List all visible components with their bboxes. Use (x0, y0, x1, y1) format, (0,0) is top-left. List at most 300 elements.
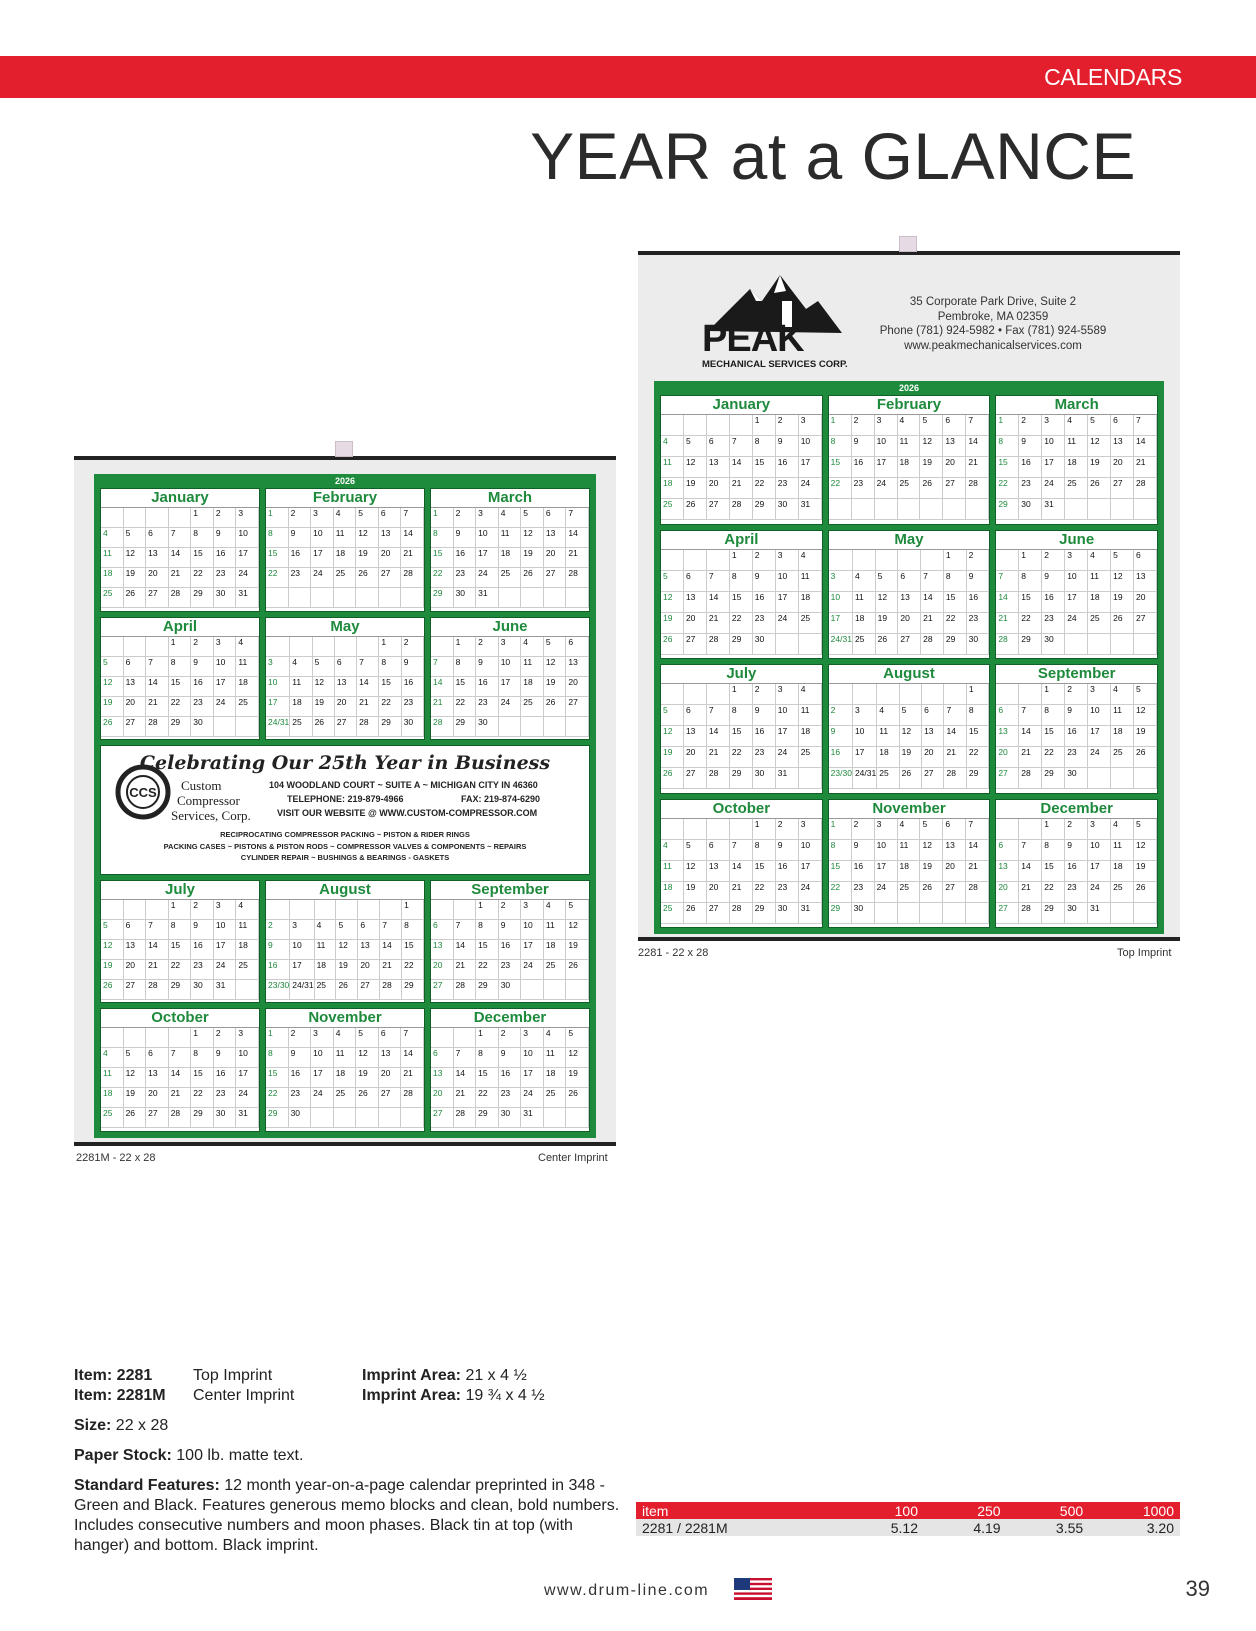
day-cell: 7 (944, 705, 966, 726)
day-cell: 4 (1088, 550, 1111, 571)
day-cell: 8 (402, 920, 424, 940)
day-cell (101, 508, 124, 528)
day-cell: 14 (380, 940, 402, 960)
peak-address (858, 295, 1128, 353)
center-imprint-calendar (74, 456, 616, 1146)
day-cell: 7 (730, 840, 753, 861)
day-cell (1065, 634, 1088, 655)
day-cell: 1 (944, 550, 967, 571)
day-cell: 14 (357, 677, 379, 697)
day-cell: 10 (311, 528, 334, 548)
day-cell: 10 (799, 840, 822, 861)
day-cell: 7 (431, 657, 454, 677)
day-cell: 7 (454, 920, 477, 940)
day-cell: 21 (707, 747, 730, 768)
calendar-grid-frame (94, 474, 596, 1138)
day-cell: 7 (966, 819, 989, 840)
day-cell: 24 (1088, 747, 1111, 768)
day-cell: 18 (661, 882, 684, 903)
day-cell: 11 (877, 726, 899, 747)
day-cell: 21 (357, 697, 379, 717)
day-cell (266, 637, 290, 657)
day-cell: 4 (315, 920, 337, 940)
day-cell: 25 (101, 588, 124, 608)
day-cell: 3 (1088, 819, 1111, 840)
day-cell: 21 (1019, 747, 1042, 768)
day-cell: 3 (214, 900, 237, 920)
day-cell: 14 (566, 528, 589, 548)
day-cell: 7 (146, 920, 169, 940)
day-cell: 20 (943, 457, 966, 478)
day-cell: 16 (1042, 592, 1065, 613)
hanger-hole (335, 441, 353, 457)
day-cell: 19 (124, 568, 147, 588)
day-cell: 2 (829, 705, 853, 726)
day-cell (124, 900, 147, 920)
day-grid (996, 549, 1157, 655)
day-cell (357, 637, 379, 657)
day-cell: 5 (521, 508, 544, 528)
day-cell: 21 (921, 613, 944, 634)
day-cell: 7 (1019, 705, 1042, 726)
day-cell: 16 (499, 1068, 522, 1088)
day-cell: 29 (996, 499, 1019, 520)
day-cell: 2 (499, 1028, 522, 1048)
day-cell: 1 (1042, 819, 1065, 840)
day-cell: 25 (315, 980, 337, 1000)
day-cell: 8 (944, 571, 967, 592)
ccs-services-1: RECIPROCATING COMPRESSOR PACKING ~ PISTON & RIDER RINGS (220, 830, 470, 840)
day-cell: 28 (996, 634, 1019, 655)
day-cell: 26 (920, 478, 943, 499)
day-cell: 8 (996, 436, 1019, 457)
day-cell: 29 (753, 903, 776, 924)
day-cell: 31 (1088, 903, 1111, 924)
day-cell: 19 (1134, 726, 1157, 747)
day-cell: 31 (214, 980, 237, 1000)
day-cell: 22 (402, 960, 424, 980)
day-cell (214, 717, 237, 737)
day-cell: 5 (661, 571, 684, 592)
col-qty-500: 500 (1007, 1502, 1090, 1519)
day-cell: 10 (236, 1048, 259, 1068)
day-grid (266, 1027, 424, 1128)
day-cell: 26 (101, 717, 124, 737)
day-cell: 20 (146, 568, 169, 588)
cell-price-500: 3.55 (1007, 1519, 1090, 1536)
day-cell: 21 (1134, 457, 1157, 478)
day-cell: 26 (336, 980, 358, 1000)
day-cell (922, 684, 944, 705)
size-label: Size: (74, 1417, 112, 1434)
day-cell: 6 (379, 1028, 402, 1048)
day-cell (875, 499, 898, 520)
day-cell: 26 (1134, 882, 1157, 903)
day-cell: 17 (1042, 457, 1065, 478)
day-cell: 13 (1134, 571, 1157, 592)
day-cell: 21 (566, 548, 589, 568)
day-cell: 16 (1065, 726, 1088, 747)
day-cell: 2 (852, 819, 875, 840)
day-cell (898, 550, 921, 571)
day-grid (101, 899, 259, 1000)
day-cell: 21 (730, 478, 753, 499)
day-cell: 13 (431, 940, 454, 960)
day-cell (661, 550, 684, 571)
day-cell: 9 (402, 657, 424, 677)
day-cell: 9 (266, 940, 290, 960)
peak-wordmark: PEAK (702, 318, 804, 360)
day-cell: 1 (191, 1028, 214, 1048)
day-cell: 25 (1065, 478, 1088, 499)
day-cell: 20 (335, 697, 357, 717)
day-cell: 24/31 (829, 634, 853, 655)
day-cell: 12 (1134, 705, 1157, 726)
month-block (995, 799, 1158, 929)
day-cell: 9 (776, 840, 799, 861)
day-cell: 11 (853, 592, 876, 613)
day-cell: 19 (313, 697, 335, 717)
day-cell: 28 (966, 478, 989, 499)
day-cell: 20 (124, 960, 147, 980)
day-cell: 7 (966, 415, 989, 436)
month-name: March (487, 489, 533, 506)
day-cell: 22 (730, 613, 753, 634)
day-cell: 2 (214, 1028, 237, 1048)
imprint-area-label: Imprint Area: (362, 1367, 461, 1384)
day-cell: 2 (266, 920, 290, 940)
day-cell: 1 (996, 415, 1019, 436)
day-cell: 16 (454, 548, 477, 568)
day-cell: 16 (967, 592, 990, 613)
day-cell: 18 (521, 677, 544, 697)
day-cell: 1 (402, 900, 424, 920)
day-cell: 18 (1088, 592, 1111, 613)
day-cell: 24 (214, 697, 237, 717)
day-grid (431, 507, 589, 608)
month-name: January (712, 396, 771, 413)
day-cell: 19 (1111, 592, 1134, 613)
day-cell: 14 (996, 592, 1019, 613)
day-cell: 10 (476, 528, 499, 548)
day-cell: 16 (852, 457, 875, 478)
day-cell: 6 (335, 657, 357, 677)
month-grid (660, 395, 1158, 928)
day-cell (544, 717, 567, 737)
day-cell (1134, 768, 1157, 789)
day-cell: 3 (1042, 415, 1065, 436)
paper-stock-line (74, 1446, 303, 1466)
day-cell (521, 588, 544, 608)
day-grid (266, 507, 424, 608)
day-cell: 4 (898, 819, 921, 840)
day-cell: 14 (454, 940, 477, 960)
day-cell: 17 (214, 677, 237, 697)
month-block (660, 664, 823, 794)
day-cell: 5 (544, 637, 567, 657)
day-cell: 6 (124, 657, 147, 677)
day-cell: 8 (266, 1048, 289, 1068)
day-cell: 21 (146, 697, 169, 717)
day-cell: 5 (684, 436, 707, 457)
day-cell: 3 (214, 637, 237, 657)
day-cell: 6 (707, 436, 730, 457)
day-cell: 18 (101, 1088, 124, 1108)
footer-website-link[interactable]: www.drum-line.com (544, 1582, 710, 1599)
item-2281-value: Top Imprint (193, 1367, 273, 1384)
day-cell: 22 (1042, 882, 1065, 903)
day-cell: 30 (776, 499, 799, 520)
day-cell: 3 (236, 1028, 259, 1048)
peak-subtitle: MECHANICAL SERVICES CORP. (702, 359, 848, 370)
day-cell: 2 (1042, 550, 1065, 571)
month-name: January (151, 489, 209, 506)
day-cell: 18 (236, 940, 259, 960)
day-cell: 25 (1088, 613, 1111, 634)
day-cell: 11 (1065, 436, 1088, 457)
day-cell: 19 (920, 861, 943, 882)
day-cell: 26 (124, 1108, 147, 1128)
day-cell (1111, 634, 1134, 655)
day-cell: 3 (1065, 550, 1088, 571)
day-cell: 31 (799, 903, 822, 924)
day-grid (101, 507, 259, 608)
day-grid (829, 549, 990, 655)
day-cell (1088, 634, 1111, 655)
day-cell: 30 (753, 634, 776, 655)
day-cell: 19 (684, 478, 707, 499)
day-cell: 17 (799, 457, 822, 478)
day-cell: 6 (431, 1048, 454, 1068)
day-cell: 12 (684, 861, 707, 882)
day-cell: 11 (521, 657, 544, 677)
day-cell: 6 (898, 571, 921, 592)
day-cell: 21 (707, 613, 730, 634)
day-cell: 14 (401, 1048, 424, 1068)
day-cell: 18 (334, 548, 357, 568)
day-cell: 21 (380, 960, 402, 980)
day-cell: 25 (544, 960, 567, 980)
caption-model: 2281M - 22 x 28 (76, 1152, 156, 1164)
day-cell: 19 (661, 747, 684, 768)
day-cell (356, 1108, 379, 1128)
day-cell (146, 900, 169, 920)
day-cell: 11 (1111, 705, 1134, 726)
month-name: May (894, 530, 924, 548)
day-cell: 1 (730, 684, 753, 705)
day-cell: 27 (898, 634, 921, 655)
day-cell: 23 (499, 960, 522, 980)
day-cell: 16 (289, 1068, 312, 1088)
day-cell: 11 (661, 457, 684, 478)
day-cell (401, 588, 424, 608)
day-cell: 22 (169, 960, 192, 980)
day-cell: 13 (943, 436, 966, 457)
day-cell: 19 (1088, 457, 1111, 478)
month-block (100, 617, 260, 741)
day-cell: 12 (124, 1068, 147, 1088)
day-cell: 8 (1042, 840, 1065, 861)
month-block (100, 1008, 260, 1132)
day-cell: 1 (1042, 684, 1065, 705)
day-cell: 19 (876, 613, 899, 634)
day-cell (313, 637, 335, 657)
day-cell (101, 637, 124, 657)
day-cell: 3 (521, 1028, 544, 1048)
day-cell: 19 (101, 697, 124, 717)
day-cell: 14 (707, 592, 730, 613)
month-block (828, 530, 991, 660)
day-cell: 19 (356, 548, 379, 568)
day-cell: 23 (454, 568, 477, 588)
day-cell: 27 (996, 768, 1019, 789)
day-cell: 25 (877, 768, 899, 789)
day-cell (707, 684, 730, 705)
company-name-line-2: Compressor (177, 793, 240, 809)
day-cell: 8 (829, 840, 852, 861)
day-cell: 28 (707, 634, 730, 655)
day-cell: 2 (191, 900, 214, 920)
day-cell: 15 (476, 940, 499, 960)
day-cell: 4 (521, 637, 544, 657)
day-cell: 8 (1042, 705, 1065, 726)
day-cell: 11 (661, 861, 684, 882)
day-cell: 23 (1042, 613, 1065, 634)
day-cell: 12 (356, 1048, 379, 1068)
day-cell: 16 (289, 548, 312, 568)
day-cell (829, 499, 852, 520)
day-cell: 10 (853, 726, 877, 747)
day-cell: 14 (431, 677, 454, 697)
day-cell: 12 (920, 840, 943, 861)
day-cell: 14 (146, 677, 169, 697)
day-cell: 16 (499, 940, 522, 960)
day-cell: 7 (454, 1048, 477, 1068)
day-cell: 21 (401, 1068, 424, 1088)
day-cell: 2 (776, 819, 799, 840)
day-cell: 29 (454, 717, 477, 737)
day-cell: 20 (566, 677, 589, 697)
day-cell: 8 (476, 920, 499, 940)
day-cell: 11 (544, 1048, 567, 1068)
day-cell: 19 (356, 1068, 379, 1088)
day-cell: 1 (730, 550, 753, 571)
day-cell: 9 (852, 436, 875, 457)
ccs-telephone: TELEPHONE: 219-879-4966 (287, 794, 404, 805)
day-cell: 15 (191, 548, 214, 568)
day-cell: 27 (544, 568, 567, 588)
day-cell: 9 (1065, 705, 1088, 726)
day-cell (920, 903, 943, 924)
day-cell: 26 (124, 588, 147, 608)
day-cell (431, 637, 454, 657)
day-cell: 24 (776, 747, 799, 768)
day-cell: 18 (315, 960, 337, 980)
day-cell: 24 (311, 1088, 334, 1108)
day-cell: 11 (334, 1048, 357, 1068)
day-cell: 22 (730, 747, 753, 768)
day-cell: 1 (266, 508, 289, 528)
standard-features (74, 1476, 630, 1556)
day-cell: 17 (521, 940, 544, 960)
month-block (430, 617, 590, 741)
day-cell: 17 (853, 747, 877, 768)
day-cell: 7 (401, 508, 424, 528)
day-cell: 31 (1042, 499, 1065, 520)
day-grid (661, 683, 822, 789)
cell-price-100: 5.12 (841, 1519, 924, 1536)
day-cell: 15 (191, 1068, 214, 1088)
day-cell: 4 (661, 840, 684, 861)
day-cell: 27 (566, 697, 589, 717)
day-cell: 12 (661, 592, 684, 613)
day-cell: 12 (566, 920, 589, 940)
day-cell: 26 (1111, 613, 1134, 634)
day-cell (236, 980, 259, 1000)
day-cell: 3 (311, 1028, 334, 1048)
day-cell: 28 (966, 882, 989, 903)
day-cell (499, 588, 522, 608)
day-cell (101, 900, 124, 920)
day-cell (900, 684, 922, 705)
day-cell: 7 (169, 1048, 192, 1068)
day-cell: 3 (521, 900, 544, 920)
day-cell: 3 (311, 508, 334, 528)
day-cell: 26 (876, 634, 899, 655)
day-cell: 27 (922, 768, 944, 789)
features-label: Standard Features: (74, 1477, 220, 1494)
day-cell: 10 (311, 1048, 334, 1068)
day-cell: 17 (311, 1068, 334, 1088)
day-cell: 22 (1042, 747, 1065, 768)
day-cell: 30 (214, 1108, 237, 1128)
day-cell (379, 588, 402, 608)
day-cell: 29 (191, 1108, 214, 1128)
day-cell: 12 (336, 940, 358, 960)
day-cell: 5 (356, 1028, 379, 1048)
day-cell: 27 (431, 1108, 454, 1128)
day-cell (943, 499, 966, 520)
day-cell (544, 588, 567, 608)
day-cell: 15 (1042, 726, 1065, 747)
day-cell: 23 (967, 613, 990, 634)
day-grid (431, 636, 589, 737)
col-qty-250: 250 (924, 1502, 1007, 1519)
day-cell: 21 (966, 457, 989, 478)
day-cell: 10 (214, 657, 237, 677)
day-cell: 6 (431, 920, 454, 940)
day-cell: 19 (661, 613, 684, 634)
day-cell: 12 (313, 677, 335, 697)
day-cell: 14 (1134, 436, 1157, 457)
day-cell: 21 (996, 613, 1019, 634)
item-label: Item: 2281 (74, 1367, 153, 1384)
day-cell: 29 (1019, 634, 1042, 655)
day-cell: 5 (566, 900, 589, 920)
day-cell: 23 (753, 747, 776, 768)
day-cell: 23 (191, 697, 214, 717)
day-cell: 18 (799, 726, 822, 747)
day-cell: 21 (454, 1088, 477, 1108)
day-cell: 24 (1042, 478, 1065, 499)
day-cell: 28 (1019, 768, 1042, 789)
day-cell: 20 (922, 747, 944, 768)
day-cell: 25 (521, 697, 544, 717)
day-cell: 24 (875, 478, 898, 499)
day-cell (707, 819, 730, 840)
day-cell (661, 819, 684, 840)
day-cell: 29 (753, 499, 776, 520)
